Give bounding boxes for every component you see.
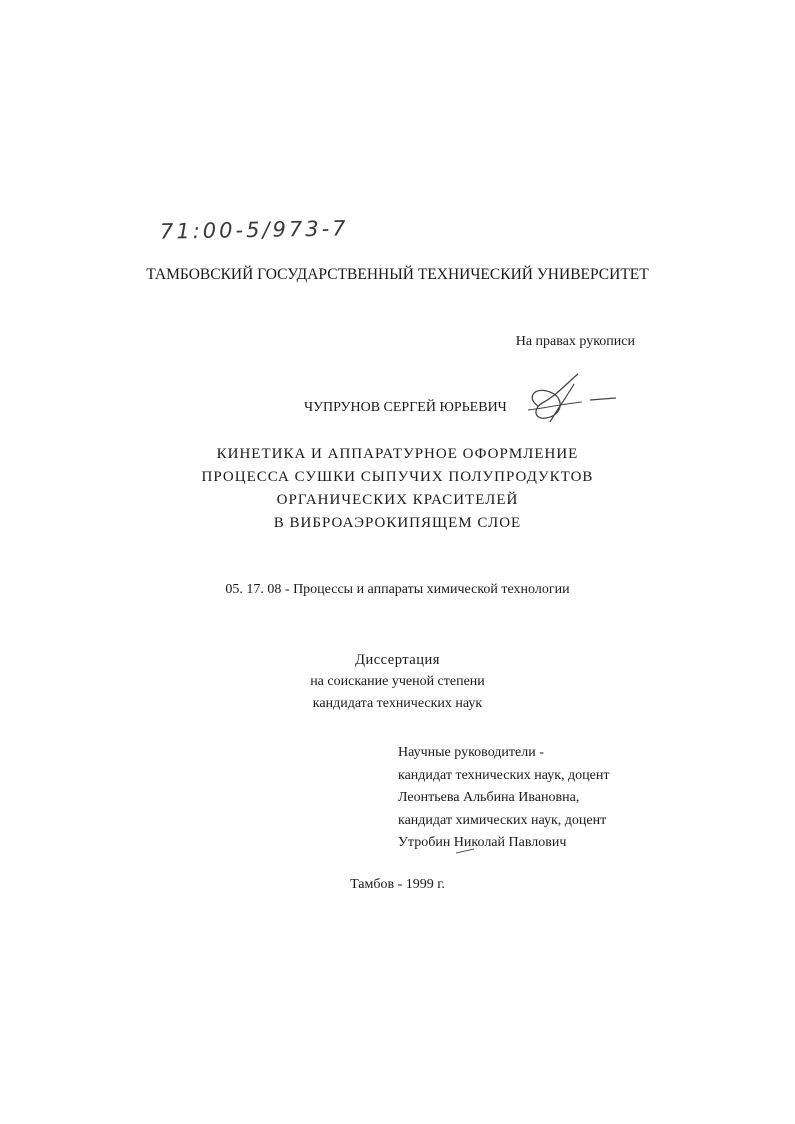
archive-number: 71:00-5/973-7 (159, 216, 349, 244)
advisor-line: кандидат химических наук, доцент (398, 812, 607, 828)
title-line: ОРГАНИЧЕСКИХ КРАСИТЕЛЕЙ (276, 492, 519, 508)
city-year: Тамбов - 1999 г. (350, 877, 445, 892)
advisor-line: Леонтьева Альбина Ивановна, (398, 790, 580, 805)
title-line: ПРОЦЕССА СУШКИ СЫПУЧИХ ПОЛУПРОДУКТОВ (201, 469, 594, 485)
degree-line: кандидата технических наук (312, 696, 483, 711)
manuscript-note: На правах рукописи (515, 334, 635, 349)
advisors-heading: Научные руководители - (398, 745, 544, 760)
pen-stroke-icon (455, 848, 475, 854)
signature-icon (520, 372, 630, 432)
dissertation-title (0, 443, 795, 535)
degree-block (0, 649, 795, 715)
advisor-line: кандидат технических наук, доцент (398, 767, 610, 783)
title-line: В ВИБРОАЭРОКИПЯЩЕМ СЛОЕ (273, 515, 522, 531)
specialty-code: 05. 17. 08 - Процессы и аппараты химической технологии (225, 582, 570, 597)
advisor-line: Утробин Николай Павлович (398, 835, 567, 850)
degree-line: на соискание ученой степени (310, 674, 485, 689)
advisors-block (398, 742, 609, 855)
degree-heading: Диссертация (355, 652, 440, 668)
author-name: ЧУПРУНОВ СЕРГЕЙ ЮРЬЕВИЧ (304, 400, 507, 415)
university-name: ТАМБОВСКИЙ ГОСУДАРСТВЕННЫЙ ТЕХНИЧЕСКИЙ УНИВЕРСИТЕТ (146, 266, 649, 283)
title-line: КИНЕТИКА И АППАРАТУРНОЕ ОФОРМЛЕНИЕ (216, 446, 579, 462)
